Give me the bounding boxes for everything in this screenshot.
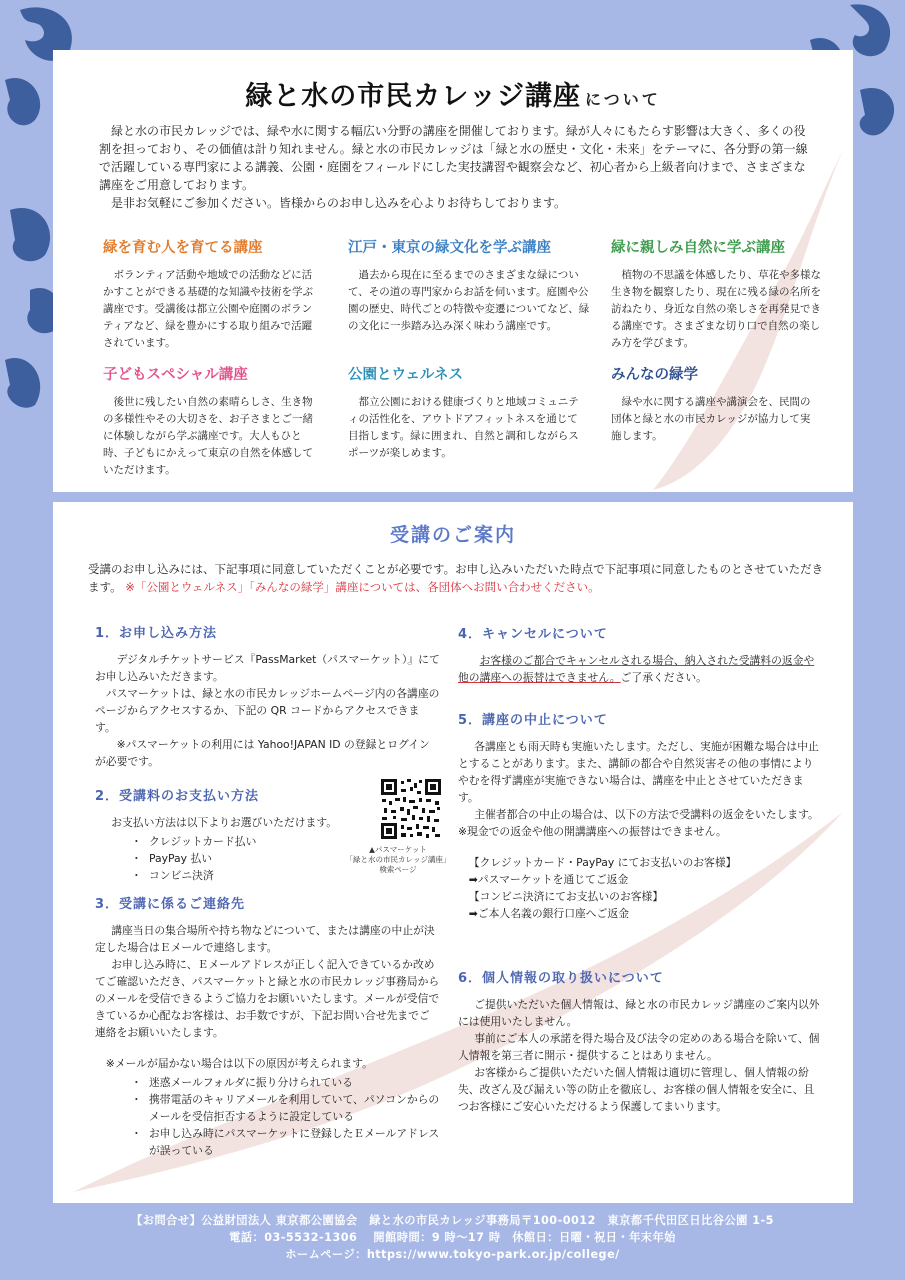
course-description: ボランティア活動や地域での活動などに活かすことができる基礎的な知識や技術を学ぶ講座です。受講後は都立公園や庭園のボランティアなど、緑を豊かにする取り組みで活躍されています。 [103, 269, 313, 349]
footer-address: 【お問合せ】公益財団法人 東京都公園協会 緑と水の市民カレッジ事務局〒100-0012 東京都千代田区日比谷公園 1-5 [131, 1214, 774, 1227]
about-panel [53, 50, 853, 492]
list-item: ・ PayPay 払い [131, 850, 375, 867]
section-text: 各講座とも雨天時も実施いたします。ただし、実施が困難な場合は中止とすることがあります。また、講師の都合や自然災害その他の事情によりやむを得ず講座が実施できない場合は、講座を中止とさせていただきます。 [458, 740, 819, 804]
qr-caption [338, 845, 458, 875]
section-text: お客様からご提供いただいた個人情報は適切に管理し、個人情報の紛失、改ざん及び漏えい等の防止を徹底し、お客様の個人情報を安全に、且つお客様にご安心いただけるよう保護してまいります。 [458, 1066, 815, 1113]
section-cancel [458, 623, 820, 686]
qr-caption-line: ▲パスマーケット [369, 845, 427, 854]
section-text: ※パスマーケットの利用には Yahoo!JAPAN ID の登録とログインが必要です。 [95, 738, 430, 768]
course-card [611, 236, 823, 352]
intro-paragraph: 是非お気軽にご参加ください。皆様からのお申し込みを心よりお待ちしております。 [111, 196, 567, 210]
list-item: ・ 迷惑メールフォルダに振り分けられている [131, 1074, 440, 1091]
section-text: 事前にご本人の承諾を得た場合及び法令の定めのある場合を除いて、個人情報を第三者に開示・提供することはありません。 [458, 1032, 820, 1062]
list-item: ・ 携帯電話のキャリアメールを利用していて、パソコンからのメールを受信拒否するように設定している [131, 1091, 440, 1125]
guide-intro-note: ※「公園とウェルネス」「みんなの緑学」講座については、各団体へお問い合わせください。 [125, 580, 600, 594]
course-description: 都立公園における健康づくりと地域コミュニティの活性化を、アウトドアフィットネスを通じて目指します。緑に囲まれ、自然と調和しながらスポーツが楽しめます。 [348, 396, 579, 459]
course-card [611, 363, 816, 445]
course-card [348, 363, 583, 462]
section-title: 2．受講料のお支払い方法 [95, 789, 260, 804]
section-title: 1．お申し込み方法 [95, 626, 218, 641]
section-contact [95, 893, 440, 1159]
section-text: 主催者都合の中止の場合は、以下の方法で受講料の返金をいたします。※現金での返金や他の開講講座への振替はできません。 [458, 808, 819, 838]
section-application [95, 622, 440, 770]
mail-cause-list [131, 1074, 440, 1159]
page-title-main: 緑と水の市民カレッジ講座 [245, 81, 582, 112]
course-card [348, 236, 593, 335]
course-description: 緑や水に関する講座や講演会を、民間の団体と緑と水の市民カレッジが協力して実施します。 [611, 396, 811, 442]
footer-contact [0, 1212, 905, 1263]
section-text: 講座当日の集合場所や持ち物などについて、または講座の中止が決定した場合はＥメールで連絡します。 [95, 924, 435, 954]
refund-heading: 【コンビニ決済にてお支払いのお客様】 [468, 890, 664, 903]
footer-phone-hours: 電話：03-5532-1306 開館時間：9 時～17 時 休館日：日曜・祝日・年末年始 [229, 1231, 676, 1244]
cancel-policy-tail: ご了承ください。 [620, 671, 707, 684]
guide-panel [53, 502, 853, 1203]
section-title: 3．受講に係るご連絡先 [95, 897, 246, 912]
list-item: ・ コンビニ決済 [131, 867, 375, 884]
guide-intro [88, 560, 828, 596]
section-text [458, 652, 820, 686]
list-item: ・ お申し込み時にパスマーケットに登録したＥメールアドレスが誤っている [131, 1125, 440, 1159]
section-payment [95, 785, 375, 884]
qr-caption-line: 「緑と水の市民カレッジ講座」 [345, 855, 451, 864]
page-title-sub: について [585, 90, 661, 109]
course-description: 後世に残したい自然の素晴らしさ、生き物の多様性やその大切さを、お子さまとご一緒に体験しながら学ぶ講座です。大人もひと時、子どもにかえって東京の自然を体感していただけます。 [103, 396, 313, 476]
cancel-policy-text: お客様のご都合でキャンセルされる場合、納入された受講料の返金や他の講座への振替はできません。 [458, 654, 815, 684]
course-description: 過去から現在に至るまでのさまざまな緑について、その道の専門家からお話を伺います。庭園や公園の歴史、時代ごとの特徴や変遷についてなど、緑の文化に一歩踏み込み深く味わう講座です。 [348, 269, 590, 332]
refund-heading: 【クレジットカード・PayPay にてお支払いのお客様】 [468, 856, 737, 869]
course-title: 江戸・東京の緑文化を学ぶ講座 [348, 240, 551, 256]
course-title: 公園とウェルネス [348, 367, 463, 383]
section-text: パスマーケットは、緑と水の市民カレッジホームページ内の各講座のページからアクセスするか、下記の QR コードからアクセスできます。 [95, 687, 440, 734]
course-card [103, 363, 318, 479]
intro-text [99, 122, 814, 212]
course-title: 子どもスペシャル講座 [103, 367, 248, 383]
course-title: 緑を育む人を育てる講座 [103, 240, 263, 256]
refund-method: ➡ご本人名義の銀行口座へご返金 [468, 907, 629, 920]
section-title: 4．キャンセルについて [458, 627, 608, 642]
refund-method: ➡パスマーケットを通じてご返金 [468, 873, 629, 886]
footer-homepage-link[interactable]: ホームページ：https://www.tokyo-park.or.jp/college/ [285, 1248, 620, 1261]
section-text: お支払い方法は以下よりお選びいただけます。 [111, 816, 338, 829]
qr-code[interactable] [379, 777, 443, 841]
course-title: みんなの緑学 [611, 367, 698, 383]
section-text: お申し込み時に、Ｅメールアドレスが正しく記入できているか改めてご確認いただき、パスマーケットと緑と水の市民カレッジ事務局からのメールを受信できるようご協力をお願いいたします。メールが受信できているか心配なお客様は、お手数ですが、下記お問い合せ先までご連絡をお願いいたします。 [95, 958, 440, 1039]
section-text: デジタルチケットサービス『PassMarket（パスマーケット）』にてお申し込みいただきます。 [95, 653, 440, 683]
section-privacy [458, 967, 820, 1115]
section-note: ※メールが届かない場合は以下の原因が考えられます。 [105, 1057, 373, 1070]
page-title [53, 74, 853, 113]
section-title: 6．個人情報の取り扱いについて [458, 971, 664, 986]
qr-caption-line: 検索ページ [379, 865, 417, 874]
section-suspension [458, 709, 820, 922]
course-card [103, 236, 318, 352]
section-text: ご提供いただいた個人情報は、緑と水の市民カレッジ講座のご案内以外には使用いたしません。 [458, 998, 820, 1028]
course-description: 植物の不思議を体感したり、草花や多様な生き物を観察したり、現在に残る緑の名所を訪ねたり、身近な自然の楽しさを再発見できる講座です。さまざまな切り口で自然の楽しみ方を学びます。 [611, 269, 821, 349]
guide-title: 受講のご案内 [389, 524, 516, 546]
guide-intro-text: 受講のお申し込みには、下記事項に同意していただくことが必要です。お申し込みいただいた時点で下記事項に同意したものとさせていただきます。 [88, 562, 824, 594]
section-title: 5．講座の中止について [458, 713, 608, 728]
intro-paragraph: 緑と水の市民カレッジでは、緑や水に関する幅広い分野の講座を開催しております。緑が人々にもたらす影響は大きく、多くの役割を担っており、その価値は計り知れません。緑と水の市民カレッジは「緑と水の歴史・文化・未来」をテーマに、各分野の第一線で活躍している専門家による講義、公園・庭園をフィールドにした実技講習や観察会など、初心者から上級者向けまで、さまざまな講座をご用意しております。 [99, 124, 808, 192]
list-item: ・ クレジットカード払い [131, 833, 375, 850]
course-title: 緑に親しみ自然に学ぶ講座 [611, 240, 785, 256]
